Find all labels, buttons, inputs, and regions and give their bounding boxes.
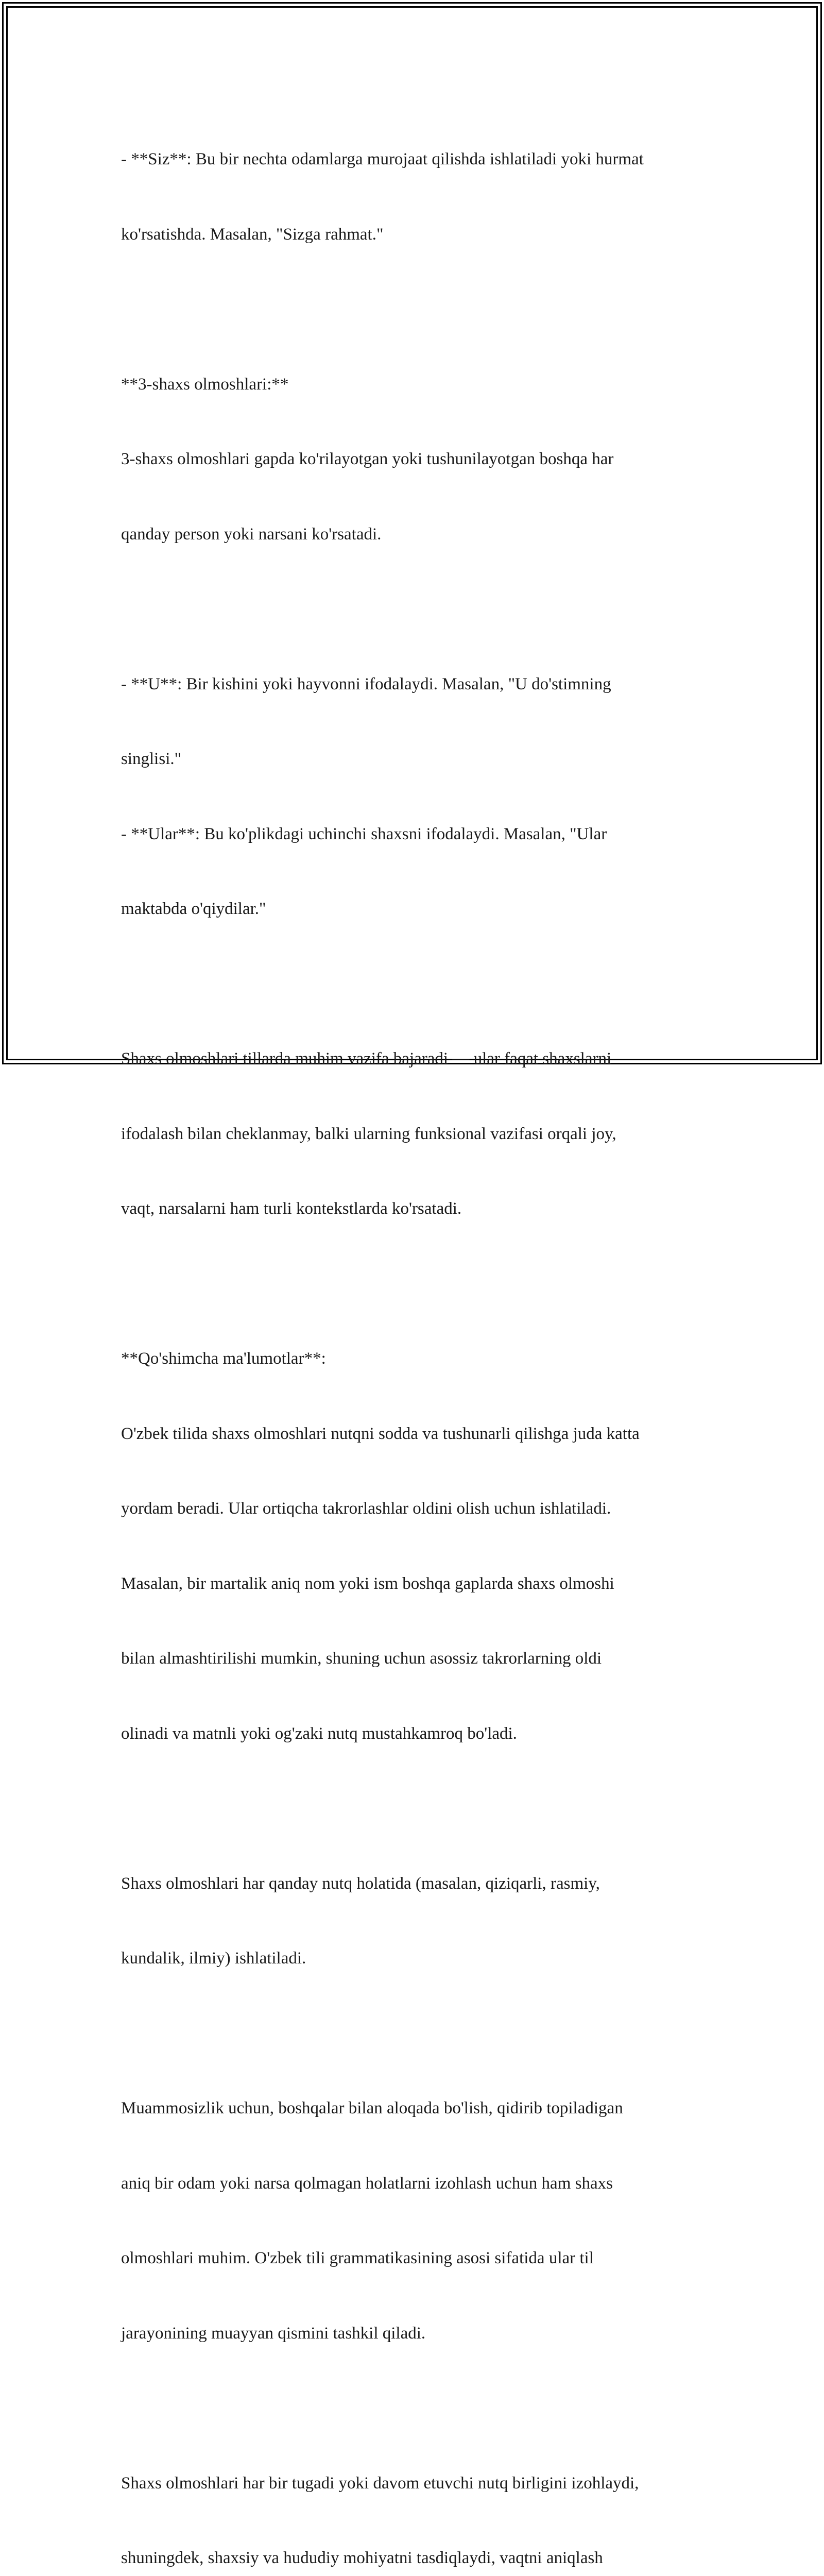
text-line: vaqt, narsalarni ham turli kontekstlarda ko'rsatadi. [121, 1196, 713, 1222]
section-heading: **3-shaxs olmoshlari:** [121, 372, 713, 397]
text-line: ko'rsatishda. Masalan, "Sizga rahmat." [121, 222, 713, 247]
paragraph-siz [121, 97, 713, 297]
text-line: - **Siz**: Bu bir nechta odamlarga murojaat qilishda ishlatiladi yoki hurmat [121, 147, 713, 172]
paragraph-third-person-heading [121, 322, 713, 597]
text-line: Masalan, bir martalik aniq nom yoki ism boshqa gaplarda shaxs olmoshi [121, 1571, 713, 1597]
text-line: ifodalash bilan cheklanmay, balki ularning funksional vazifasi orqali joy, [121, 1122, 713, 1147]
text-line: aniq bir odam yoki narsa qolmagan holatlarni izohlash uchun ham shaxs [121, 2171, 713, 2196]
text-line: singlisi." [121, 747, 713, 772]
text-line: bilan almashtirilishi mumkin, shuning uchun asossiz takrorlarning oldi [121, 1646, 713, 1671]
text-line: jarayonining muayyan qismini tashkil qiladi. [121, 2321, 713, 2346]
paragraph-grammar-roles [121, 2421, 713, 2576]
text-line: olinadi va matnli yoki og'zaki nutq mustahkamroq bo'ladi. [121, 1721, 713, 1747]
text-line: kundalik, ilmiy) ishlatiladi. [121, 1946, 713, 1971]
paragraph-function [121, 996, 713, 1272]
text-line: O'zbek tilida shaxs olmoshlari nutqni sodda va tushunarli qilishga juda katta [121, 1421, 713, 1447]
paragraph-usage [121, 1821, 713, 2021]
text-line: Shaxs olmoshlari har qanday nutq holatida (masalan, qiziqarli, rasmiy, [121, 1871, 713, 1896]
paragraph-u-ular [121, 622, 713, 972]
paragraph-importance [121, 2046, 713, 2396]
text-line: - **U**: Bir kishini yoki hayvonni ifodalaydi. Masalan, "U do'stimning [121, 672, 713, 697]
text-line: olmoshlari muhim. O'zbek tili grammatikasining asosi sifatida ular til [121, 2246, 713, 2271]
text-line: 3-shaxs olmoshlari gapda ko'rilayotgan yoki tushunilayotgan boshqa har [121, 447, 713, 472]
text-line: maktabda o'qiydilar." [121, 896, 713, 922]
text-line: Shaxs olmoshlari har bir tugadi yoki davom etuvchi nutq birligini izohlaydi, [121, 2471, 713, 2496]
text-line: Muammosizlik uchun, boshqalar bilan aloqada bo'lish, qidirib topiladigan [121, 2096, 713, 2121]
text-line: - **Ular**: Bu ko'plikdagi uchinchi shaxsni ifodalaydi. Masalan, "Ular [121, 822, 713, 847]
section-heading: **Qo'shimcha ma'lumotlar**: [121, 1346, 713, 1371]
text-line: shuningdek, shaxsiy va hududiy mohiyatni tasdiqlaydi, vaqtni aniqlash [121, 2546, 713, 2571]
text-line: Shaxs olmoshlari tillarda muhim vazifa bajaradi — ular faqat shaxslarni [121, 1046, 713, 1072]
text-line: yordam beradi. Ular ortiqcha takrorlashlar oldini olish uchun ishlatiladi. [121, 1496, 713, 1521]
text-line: qanday person yoki narsani ko'rsatadi. [121, 522, 713, 547]
document-body [121, 97, 713, 2576]
paragraph-additional-info [121, 1296, 713, 1796]
